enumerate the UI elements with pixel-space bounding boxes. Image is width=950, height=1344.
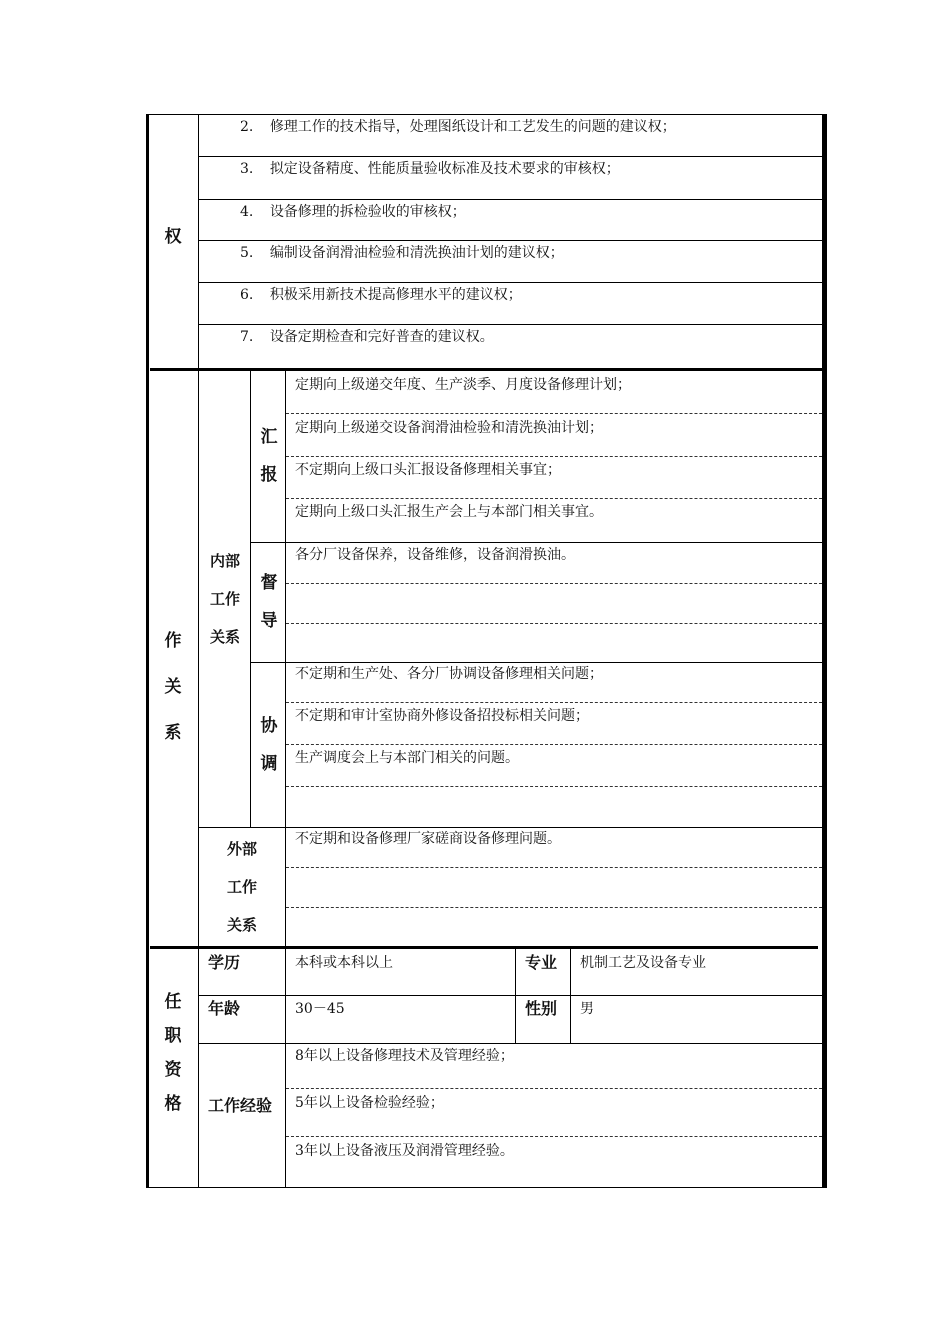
major-label: 专业 [525, 953, 558, 972]
table-right-border [822, 114, 827, 1188]
report-item: 定期向上级递交年度、生产淡季、月度设备修理计划； [295, 377, 631, 393]
dashed-divider [286, 907, 822, 908]
dashed-divider [286, 413, 822, 414]
external-label-line: 工作 [226, 878, 257, 896]
report-item: 定期向上级口头汇报生产会上与本部门相关事宜。 [295, 504, 603, 520]
education-value: 本科或本科以上 [295, 955, 393, 971]
row-divider [198, 1043, 824, 1044]
report-label-char: 报 [260, 465, 278, 485]
rights-item-num: 5. [240, 245, 254, 261]
age-label: 年龄 [208, 999, 241, 1018]
gender-value: 男 [580, 1001, 594, 1017]
experience-item: 3年以上设备液压及润滑管理经验。 [295, 1143, 514, 1159]
report-item: 不定期向上级口头汇报设备修理相关事宜； [295, 462, 561, 478]
internal-label-line: 关系 [209, 628, 240, 646]
row-divider [198, 995, 824, 996]
internal-label-line: 工作 [209, 590, 240, 608]
report-label-char: 汇 [260, 427, 278, 447]
relations-label-char: 关 [164, 677, 182, 697]
coordinate-label-char: 协 [260, 716, 278, 736]
qualification-label [153, 985, 193, 1121]
label-column-border [198, 114, 199, 1188]
external-label-line: 关系 [226, 916, 257, 934]
rights-item-num: 4. [240, 204, 254, 220]
dashed-divider [286, 744, 822, 745]
qualification-label-char: 任 [164, 992, 182, 1012]
age-value: 30－45 [295, 1001, 345, 1017]
report-label [249, 418, 289, 494]
dashed-divider [286, 1088, 822, 1089]
external-relations-label [218, 830, 266, 944]
rights-item-text: 拟定设备精度、性能质量验收标准及技术要求的审核权； [269, 161, 620, 177]
coordinate-label-char: 调 [260, 754, 278, 774]
coordinate-item: 不定期和生产处、各分厂协调设备修理相关问题； [295, 666, 603, 682]
dashed-divider [286, 456, 822, 457]
report-item: 定期向上级递交设备润滑油检验和清洗换油计划； [295, 420, 603, 436]
dashed-divider [286, 1136, 822, 1137]
row-divider [198, 282, 824, 283]
qualification-label-char: 格 [164, 1094, 182, 1114]
internal-label-line: 内部 [209, 552, 240, 570]
relations-bottom-border [150, 946, 818, 949]
dashed-divider [286, 867, 822, 868]
row-divider [250, 542, 824, 543]
rights-item-text: 编制设备润滑油检验和清洗换油计划的建议权； [269, 245, 564, 261]
supervise-label-char: 督 [260, 573, 278, 593]
dashed-divider [286, 702, 822, 703]
rights-item [240, 328, 494, 346]
rights-label: 权 [164, 227, 182, 247]
education-label: 学历 [208, 953, 241, 972]
rights-item [240, 286, 522, 304]
external-item: 不定期和设备修理厂家磋商设备修理问题。 [295, 831, 561, 847]
rights-item-text: 设备定期检查和完好普查的建议权。 [269, 329, 494, 345]
row-divider [198, 827, 824, 828]
relations-label-char: 系 [164, 723, 182, 743]
external-label-line: 外部 [226, 840, 257, 858]
rights-item-text: 积极采用新技术提高修理水平的建议权； [269, 287, 522, 303]
coordinate-label [249, 707, 289, 783]
qualification-label-char: 职 [164, 1026, 182, 1046]
rights-item-text: 设备修理的拆检验收的审核权； [269, 204, 466, 220]
dashed-divider [286, 498, 822, 499]
rights-item [240, 244, 564, 262]
coordinate-item: 不定期和审计室协商外修设备招投标相关问题； [295, 708, 589, 724]
row-divider [198, 156, 824, 157]
supervise-label [249, 564, 289, 640]
table-bottom-border [146, 1187, 826, 1188]
rights-item [240, 203, 466, 221]
rights-item-num: 6. [240, 287, 254, 303]
rights-item [240, 160, 620, 178]
qualification-label-char: 资 [164, 1060, 182, 1080]
internal-relations-label [203, 542, 247, 656]
major-value: 机制工艺及设备专业 [580, 955, 706, 971]
coordinate-item: 生产调度会上与本部门相关的问题。 [295, 750, 519, 766]
dashed-divider [286, 786, 822, 787]
relations-label [153, 618, 193, 756]
supervise-item: 各分厂设备保养，设备维修，设备润滑换油。 [295, 547, 575, 563]
rights-item-num: 3. [240, 161, 254, 177]
dashed-divider [286, 623, 822, 624]
rights-item [240, 118, 676, 136]
rights-item-num: 7. [240, 329, 254, 345]
row-divider [198, 240, 824, 241]
rights-item-num: 2. [240, 119, 254, 135]
row-divider [198, 199, 824, 200]
relations-label-char: 作 [164, 631, 182, 651]
experience-label: 工作经验 [208, 1096, 273, 1115]
table-left-border [146, 114, 149, 1188]
rights-item-text: 修理工作的技术指导，处理图纸设计和工艺发生的问题的建议权； [269, 119, 676, 135]
rights-top-border [146, 114, 826, 115]
row-divider [198, 324, 824, 325]
dashed-divider [286, 583, 822, 584]
gender-label: 性别 [525, 999, 558, 1018]
row-divider [250, 662, 824, 663]
experience-item: 5年以上设备检验经验； [295, 1095, 444, 1111]
supervise-label-char: 导 [260, 611, 278, 631]
experience-item: 8年以上设备修理技术及管理经验； [295, 1048, 514, 1064]
